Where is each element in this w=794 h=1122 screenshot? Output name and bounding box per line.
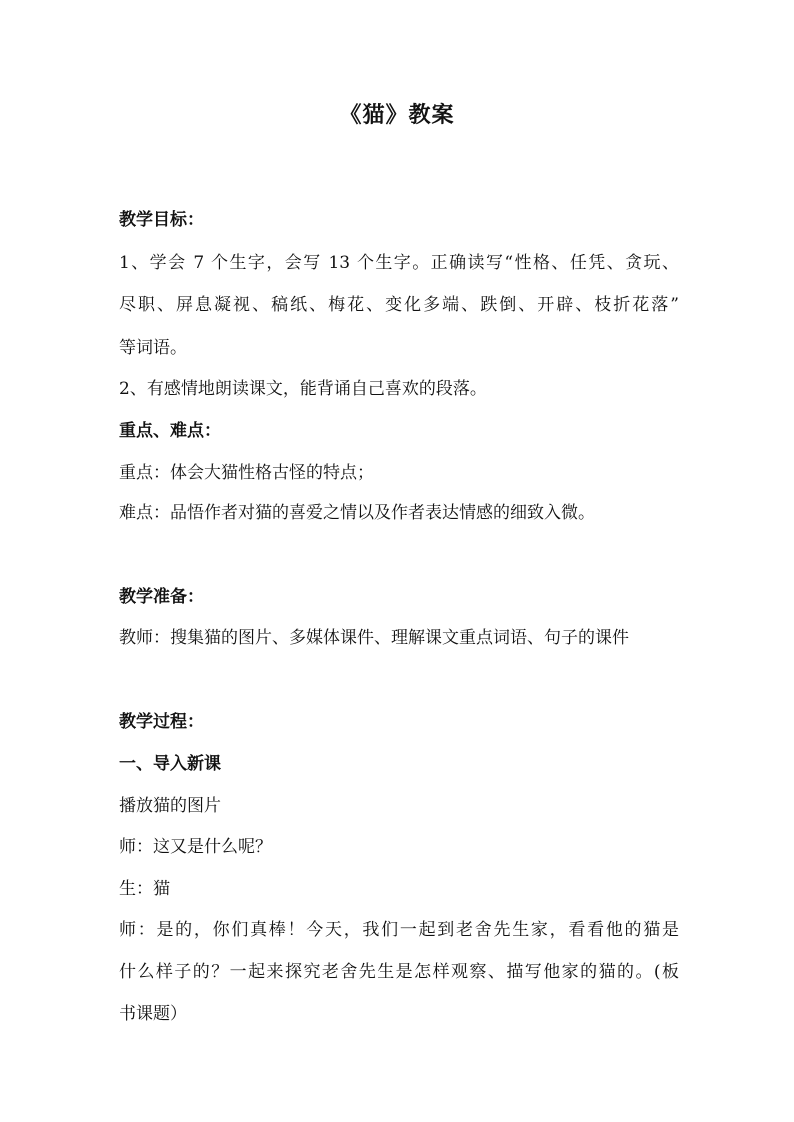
- objective-item-1-line-2: 尽职、屏息凝视、稿纸、梅花、变化多端、跌倒、开辟、枝折花落”: [119, 295, 679, 315]
- teacher-line-1: 师：是的，你们真棒！今天，我们一起到老舍先生家，看看他的猫是: [119, 920, 679, 940]
- preparation-heading: 教学准备：: [119, 587, 204, 607]
- difficulty-point: 难点：品悟作者对猫的喜爱之情以及作者表达情感的细致入微。: [119, 503, 595, 523]
- objectives-heading: 教学目标：: [119, 210, 204, 230]
- document-title: 《猫》教案: [339, 103, 455, 128]
- teacher-line-3: 书课题）: [119, 1004, 187, 1024]
- student-answer: 生：猫: [119, 879, 170, 899]
- teacher-question: 师：这又是什么呢？: [119, 837, 272, 857]
- key-point: 重点：体会大猫性格古怪的特点；: [119, 463, 374, 483]
- objective-item-1-line-3: 等词语。: [119, 338, 187, 358]
- key-points-heading: 重点、难点：: [119, 421, 221, 441]
- teacher-line-2: 什么样子的？一起来探究老舍先生是怎样观察、描写他家的猫的。(板: [119, 962, 679, 982]
- preparation-teacher: 教师：搜集猫的图片、多媒体课件、理解课文重点词语、句子的课件: [119, 628, 629, 648]
- section-1-heading: 一、导入新课: [119, 754, 221, 774]
- objective-item-1-line-1: 1、学会 7 个生字，会写 13 个生字。正确读写“性格、任凭、贪玩、: [119, 253, 679, 273]
- process-heading: 教学过程：: [119, 712, 204, 732]
- process-step-1: 播放猫的图片: [119, 796, 221, 816]
- objective-item-2: 2、有感情地朗读课文，能背诵自己喜欢的段落。: [119, 379, 487, 399]
